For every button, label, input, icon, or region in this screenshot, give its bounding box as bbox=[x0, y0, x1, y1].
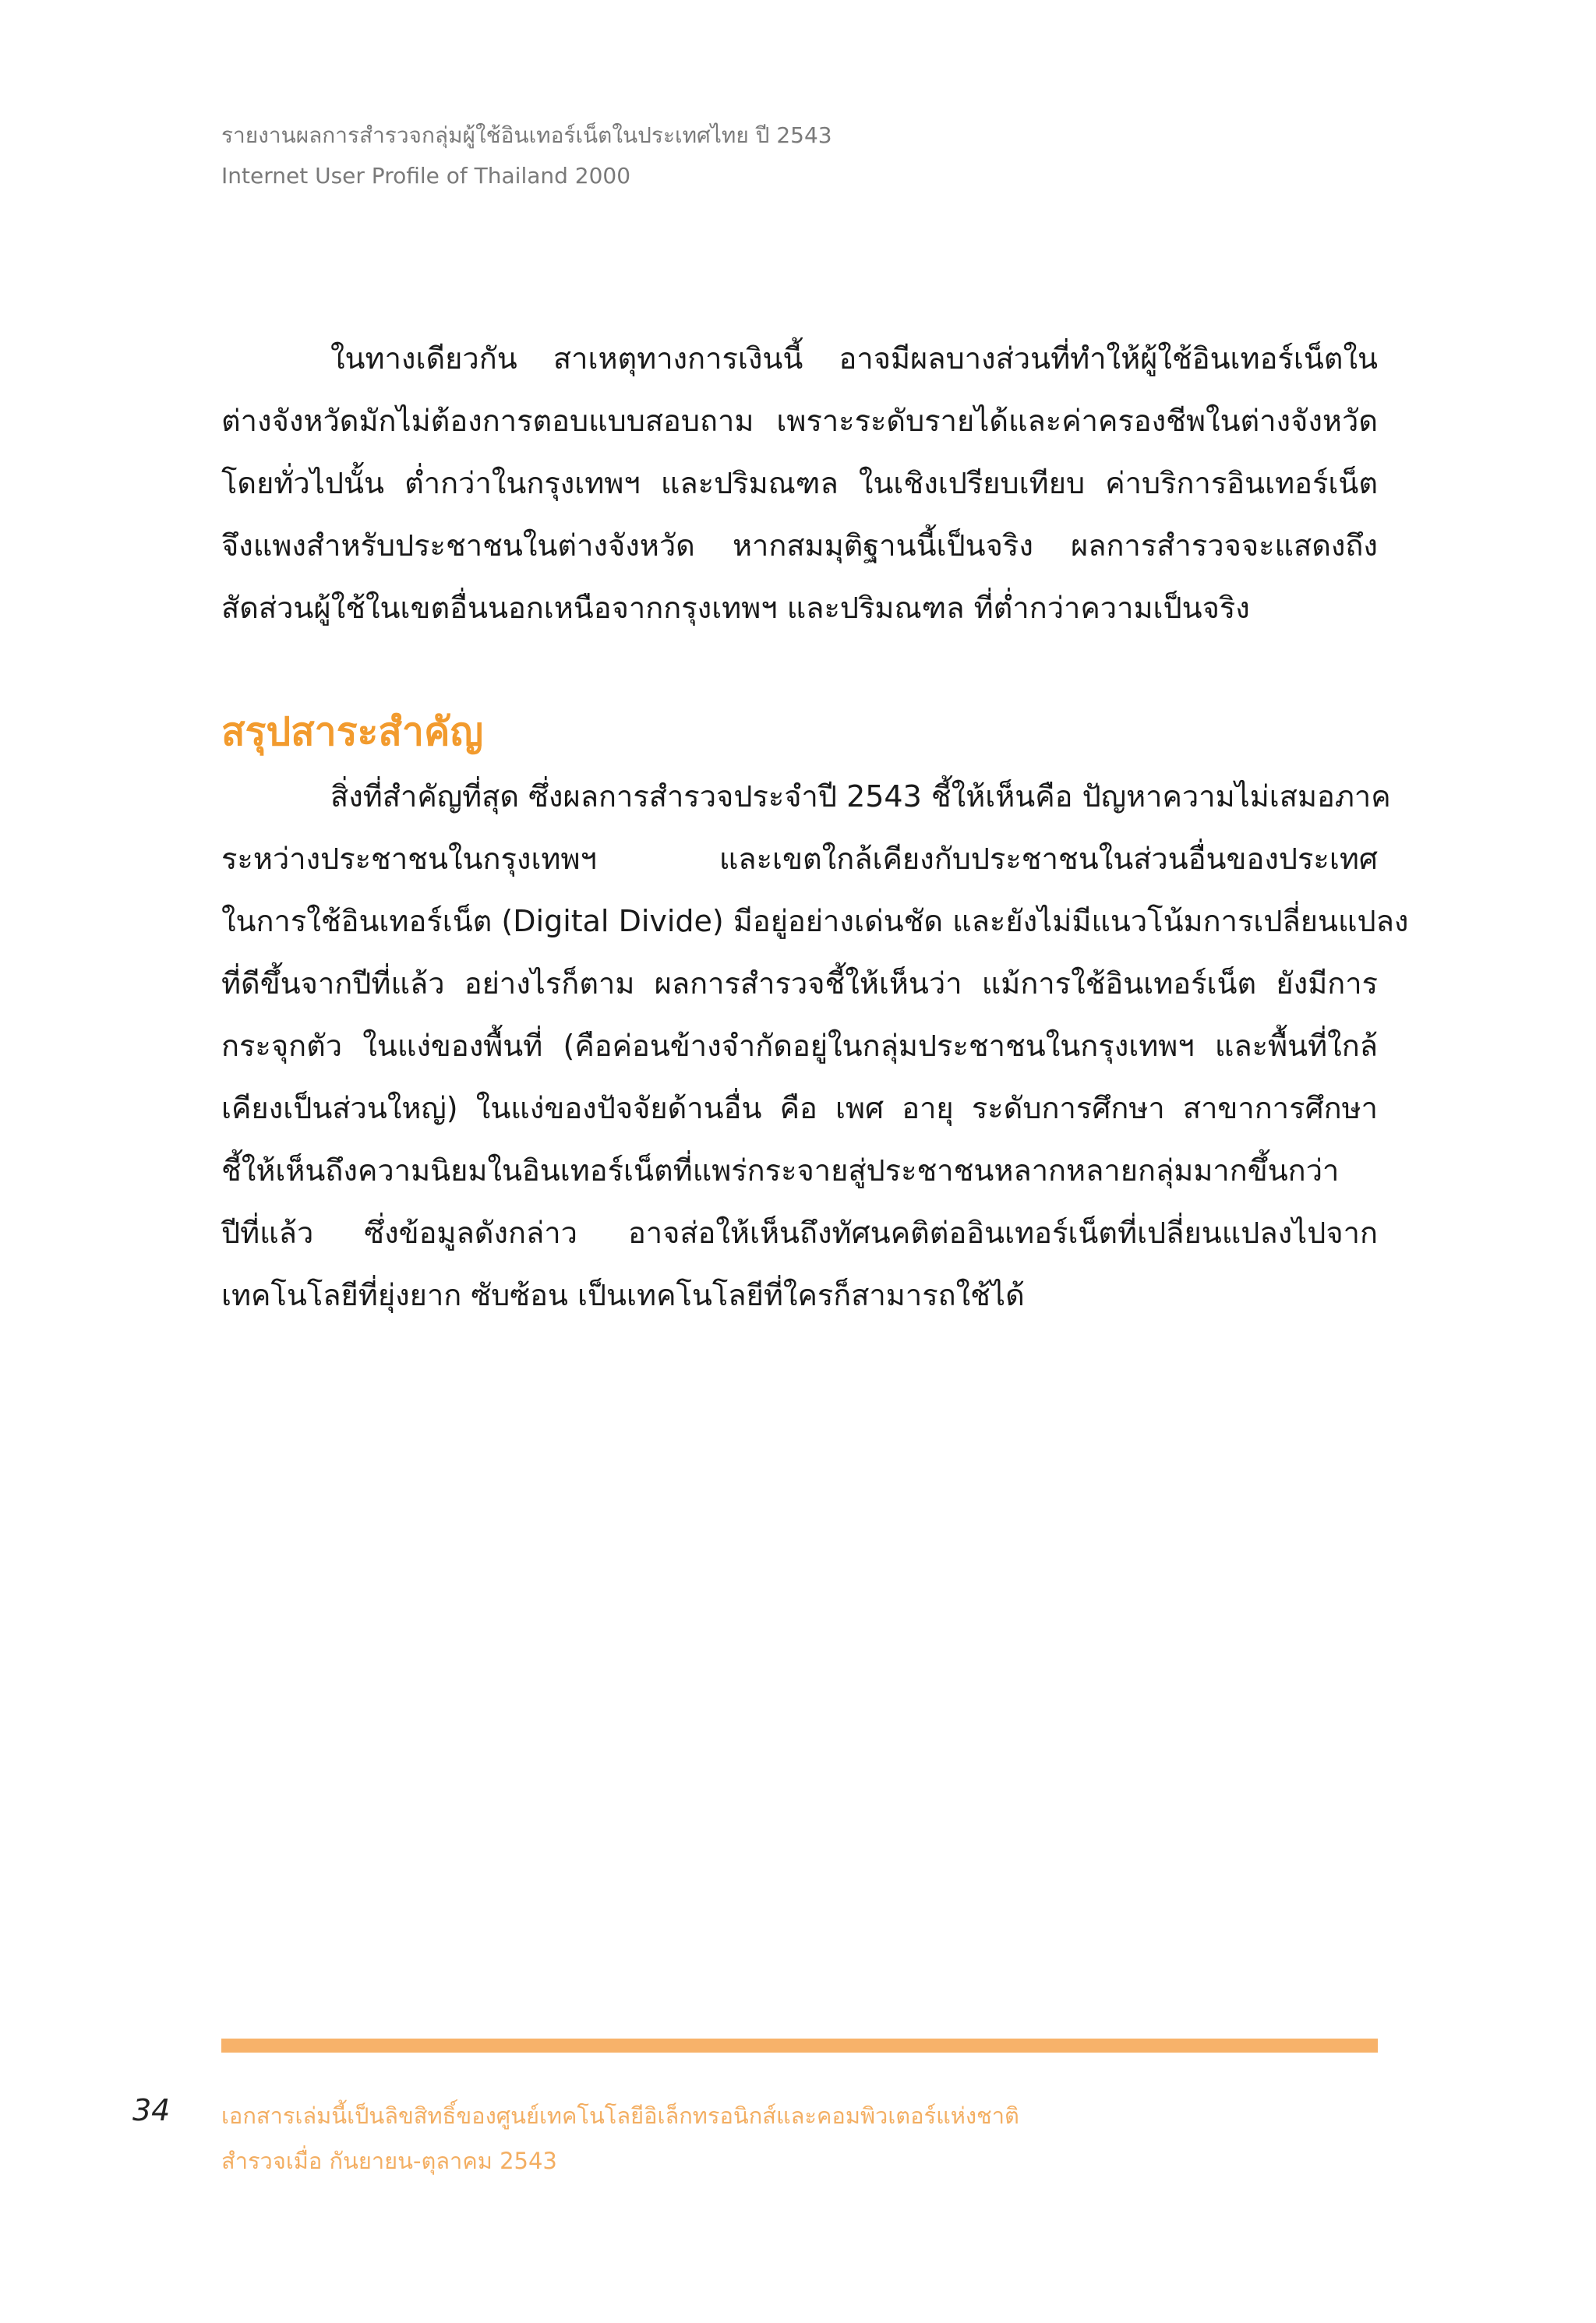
paragraph-line: ต่างจังหวัดมักไม่ต้องการตอบแบบสอบถาม เพราะระดับรายได้และค่าครองชีพในต่างจังหวัด bbox=[221, 404, 1378, 438]
footer-divider-bar bbox=[221, 2039, 1378, 2053]
paragraph-summary bbox=[221, 765, 1409, 1326]
paragraph-line: สิ่งที่สำคัญที่สุด ซึ่งผลการสำรวจประจำปี 2543 ชี้ให้เห็นคือ ปัญหาความไม่เสมอภาค bbox=[330, 779, 1391, 814]
paragraph-line: เคียงเป็นส่วนใหญ่) ในแง่ของปัจจัยด้านอื่น คือ เพศ อายุ ระดับการศึกษา สาขาการศึกษา bbox=[221, 1091, 1378, 1125]
section-heading-summary: สรุปสาระสำคัญ bbox=[221, 709, 484, 754]
paragraph-line: ระหว่างประชาชนในกรุงเทพฯ และเขตใกล้เคียงกับประชาชนในส่วนอื่นของประเทศ bbox=[221, 842, 1378, 876]
paragraph-line: จึงแพงสำหรับประชาชนในต่างจังหวัด หากสมมุติฐานนี้เป็นจริง ผลการสำรวจจะแสดงถึง bbox=[221, 528, 1378, 563]
paragraph-line: เทคโนโลยีที่ยุ่งยาก ซับซ้อน เป็นเทคโนโลยีที่ใครก็สามารถใช้ได้ bbox=[221, 1278, 1025, 1312]
paragraph-line: ชี้ให้เห็นถึงความนิยมในอินเทอร์เน็ตที่แพร่กระจายสู่ประชาชนหลากหลายกลุ่มมากขึ้นกว่า bbox=[221, 1153, 1340, 1188]
footer-survey-date: สำรวจเมื่อ กันยายน-ตุลาคม 2543 bbox=[221, 2148, 557, 2174]
header-title-english: Internet User Profile of Thailand 2000 bbox=[221, 163, 631, 189]
footer-copyright: เอกสารเล่มนี้เป็นลิขสิทธิ์ของศูนย์เทคโนโลยีอิเล็กทรอนิกส์และคอมพิวเตอร์แห่งชาติ bbox=[221, 2102, 1019, 2129]
paragraph-financial-reasons bbox=[221, 327, 1378, 639]
page-number: 34 bbox=[132, 2093, 171, 2127]
paragraph-line: กระจุกตัว ในแง่ของพื้นที่ (คือค่อนข้างจำกัดอยู่ในกลุ่มประชาชนในกรุงเทพฯ และพื้นที่ใกล้ bbox=[221, 1029, 1378, 1063]
footer-notice bbox=[221, 2093, 1019, 2184]
paragraph-line: ในทางเดียวกัน สาเหตุทางการเงินนี้ อาจมีผลบางส่วนที่ทำให้ผู้ใช้อินเทอร์เน็ตใน bbox=[330, 341, 1378, 376]
paragraph-line: ปีที่แล้ว ซึ่งข้อมูลดังกล่าว อาจส่อให้เห็นถึงทัศนคติต่ออินเทอร์เน็ตที่เปลี่ยนแปลงไปจาก bbox=[221, 1216, 1378, 1250]
running-header bbox=[221, 115, 832, 196]
paragraph-line: ที่ดีขึ้นจากปีที่แล้ว อย่างไรก็ตาม ผลการสำรวจชี้ให้เห็นว่า แม้การใช้อินเทอร์เน็ต ยังมีการ bbox=[221, 966, 1378, 1001]
header-title-thai: รายงานผลการสำรวจกลุ่มผู้ใช้อินเทอร์เน็ตในประเทศไทย ปี 2543 bbox=[221, 122, 832, 148]
paragraph-line: ในการใช้อินเทอร์เน็ต (Digital Divide) มีอยู่อย่างเด่นชัด และยังไม่มีแนวโน้มการเปลี่ยนแปลง bbox=[221, 904, 1409, 938]
paragraph-line: สัดส่วนผู้ใช้ในเขตอื่นนอกเหนือจากกรุงเทพฯ และปริมณฑล ที่ต่ำกว่าความเป็นจริง bbox=[221, 591, 1250, 625]
paragraph-line: โดยทั่วไปนั้น ต่ำกว่าในกรุงเทพฯ และปริมณฑล ในเชิงเปรียบเทียบ ค่าบริการอินเทอร์เน็ต bbox=[221, 466, 1378, 500]
